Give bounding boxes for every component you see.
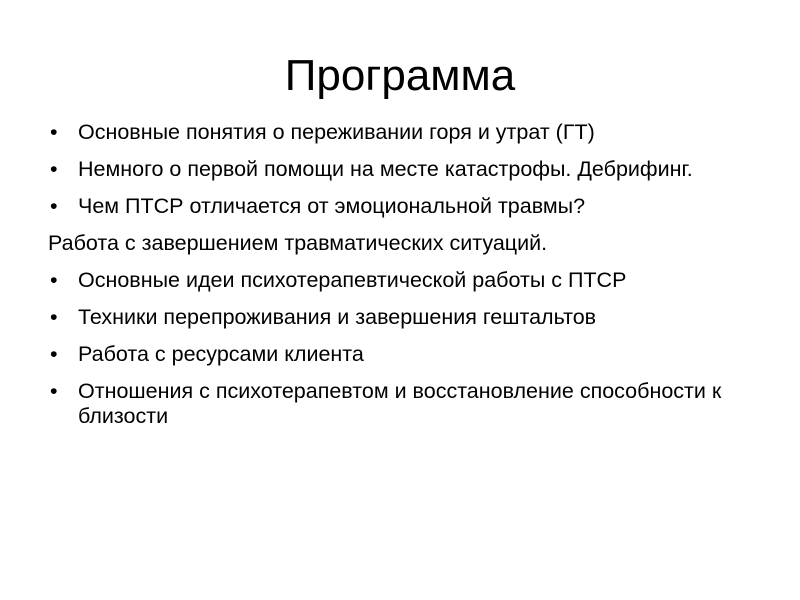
section-line: Работа с завершением травматических ситуаций. [48,231,548,255]
bullet-icon: • [50,342,58,366]
list-item [48,379,748,429]
bullet-icon: • [50,120,58,144]
list-item-text: Основные понятия о переживании горя и утрат (ГТ) [78,120,595,144]
bullet-icon: • [50,157,58,181]
list-item [48,120,748,145]
list-item [48,342,748,367]
slide-content [48,120,748,441]
list-item-text: Немного о первой помощи на месте катастрофы. Дебрифинг. [78,157,693,181]
list-item [48,268,748,293]
bullet-icon: • [50,305,58,329]
list-item-text: Чем ПТСР отличается от эмоциональной травмы? [78,194,586,218]
list-item-text: Техники перепроживания и завершения гештальтов [78,305,597,329]
bullet-icon: • [50,194,58,218]
bullet-icon: • [50,379,58,403]
list-item [48,157,748,182]
list-item [48,194,748,219]
list-item-text: Работа с ресурсами клиента [78,342,364,366]
slide-title: Программа [284,51,516,100]
list-item-text: Отношения с психотерапевтом и восстановление способности к близости [78,379,722,428]
list-item-text: Основные идеи психотерапевтической работы с ПТСР [78,268,627,292]
list-item [48,305,748,330]
bullet-icon: • [50,268,58,292]
